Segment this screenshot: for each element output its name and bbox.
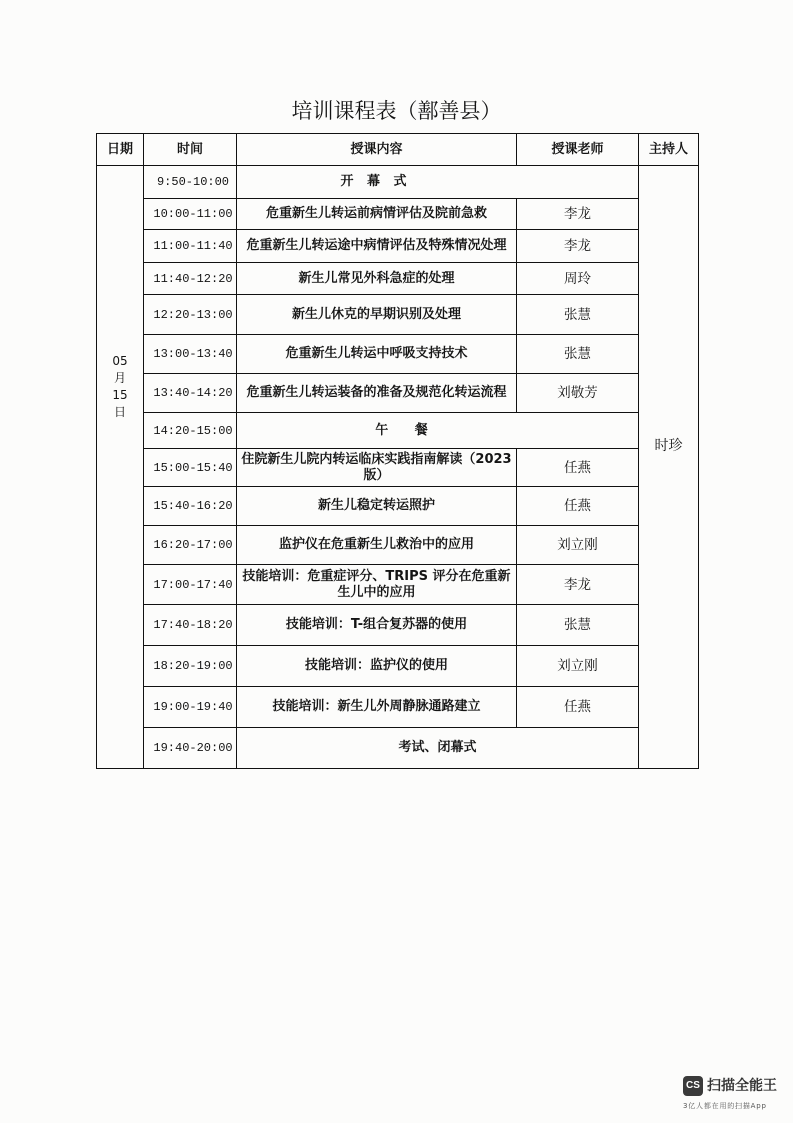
time-cell: 11:00-11:40 [144,230,237,263]
date-day-char: 日 [113,405,126,419]
teacher-cell: 张慧 [517,335,639,374]
time-cell: 19:00-19:40 [144,687,237,728]
date-day-number: 15 [112,388,128,402]
table-row [97,449,699,487]
table-row [97,374,699,413]
closing-ceremony-cell: 考试、闭幕式 [237,728,639,769]
teacher-cell: 任燕 [517,687,639,728]
content-cell: 新生儿常见外科急症的处理 [237,263,517,295]
table-row [97,565,699,605]
table-row [97,166,699,199]
host-header: 主持人 [639,134,699,166]
lunch-break-cell: 午 餐 [237,413,639,449]
teacher-header: 授课老师 [517,134,639,166]
schedule-table [96,133,699,769]
date-cell [97,166,144,769]
camscanner-logo-icon: CS [683,1076,703,1096]
table-row [97,605,699,646]
time-cell: 15:00-15:40 [144,449,237,487]
content-cell: 新生儿稳定转运照护 [237,487,517,526]
table-row [97,687,699,728]
teacher-cell: 周玲 [517,263,639,295]
time-cell: 9:50-10:00 [144,166,237,199]
header-row [97,134,699,166]
date-month-number: 05 [112,354,128,368]
content-cell: 技能培训：新生儿外周静脉通路建立 [237,687,517,728]
time-cell: 13:40-14:20 [144,374,237,413]
date-header: 日期 [97,134,144,166]
teacher-cell: 张慧 [517,295,639,335]
teacher-cell: 李龙 [517,230,639,263]
teacher-cell: 任燕 [517,449,639,487]
teacher-cell: 刘立刚 [517,646,639,687]
time-header: 时间 [144,134,237,166]
content-cell: 监护仪在危重新生儿救治中的应用 [237,526,517,565]
time-cell: 19:40-20:00 [144,728,237,769]
teacher-cell: 张慧 [517,605,639,646]
teacher-cell: 刘敬芳 [517,374,639,413]
content-cell: 危重新生儿转运途中病情评估及特殊情况处理 [237,230,517,263]
table-row [97,646,699,687]
teacher-cell: 刘立刚 [517,526,639,565]
watermark-brand: 扫描全能王 [707,1078,777,1094]
content-cell: 新生儿休克的早期识别及处理 [237,295,517,335]
content-cell: 技能培训：T-组合复苏器的使用 [237,605,517,646]
time-cell: 15:40-16:20 [144,487,237,526]
document-title: 培训课程表（鄯善县） [291,99,502,123]
table-row [97,295,699,335]
table-row [97,487,699,526]
content-cell: 危重新生儿转运前病情评估及院前急救 [237,199,517,230]
content-header: 授课内容 [237,134,517,166]
time-cell: 11:40-12:20 [144,263,237,295]
time-cell: 18:20-19:00 [144,646,237,687]
host-cell: 时珍 [639,166,699,769]
opening-ceremony-cell: 开 幕 式 [237,166,639,199]
teacher-cell: 李龙 [517,565,639,605]
table-row [97,335,699,374]
table-row [97,199,699,230]
table-row [97,230,699,263]
time-cell: 16:20-17:00 [144,526,237,565]
content-cell: 住院新生儿院内转运临床实践指南解读（2023版） [237,449,517,487]
time-cell: 12:20-13:00 [144,295,237,335]
content-cell: 危重新生儿转运装备的准备及规范化转运流程 [237,374,517,413]
teacher-cell: 李龙 [517,199,639,230]
content-cell: 危重新生儿转运中呼吸支持技术 [237,335,517,374]
time-cell: 17:00-17:40 [144,565,237,605]
table-row [97,263,699,295]
table-row [97,526,699,565]
content-cell: 技能培训：危重症评分、TRIPS 评分在危重新生儿中的应用 [237,565,517,605]
time-cell: 13:00-13:40 [144,335,237,374]
time-cell: 17:40-18:20 [144,605,237,646]
teacher-cell: 任燕 [517,487,639,526]
date-month-char: 月 [113,371,126,385]
time-cell: 10:00-11:00 [144,199,237,230]
time-cell: 14:20-15:00 [144,413,237,449]
watermark-tagline: 3亿人都在用的扫描App [683,1102,767,1110]
content-cell: 技能培训：监护仪的使用 [237,646,517,687]
table-row [97,728,699,769]
table-row [97,413,699,449]
